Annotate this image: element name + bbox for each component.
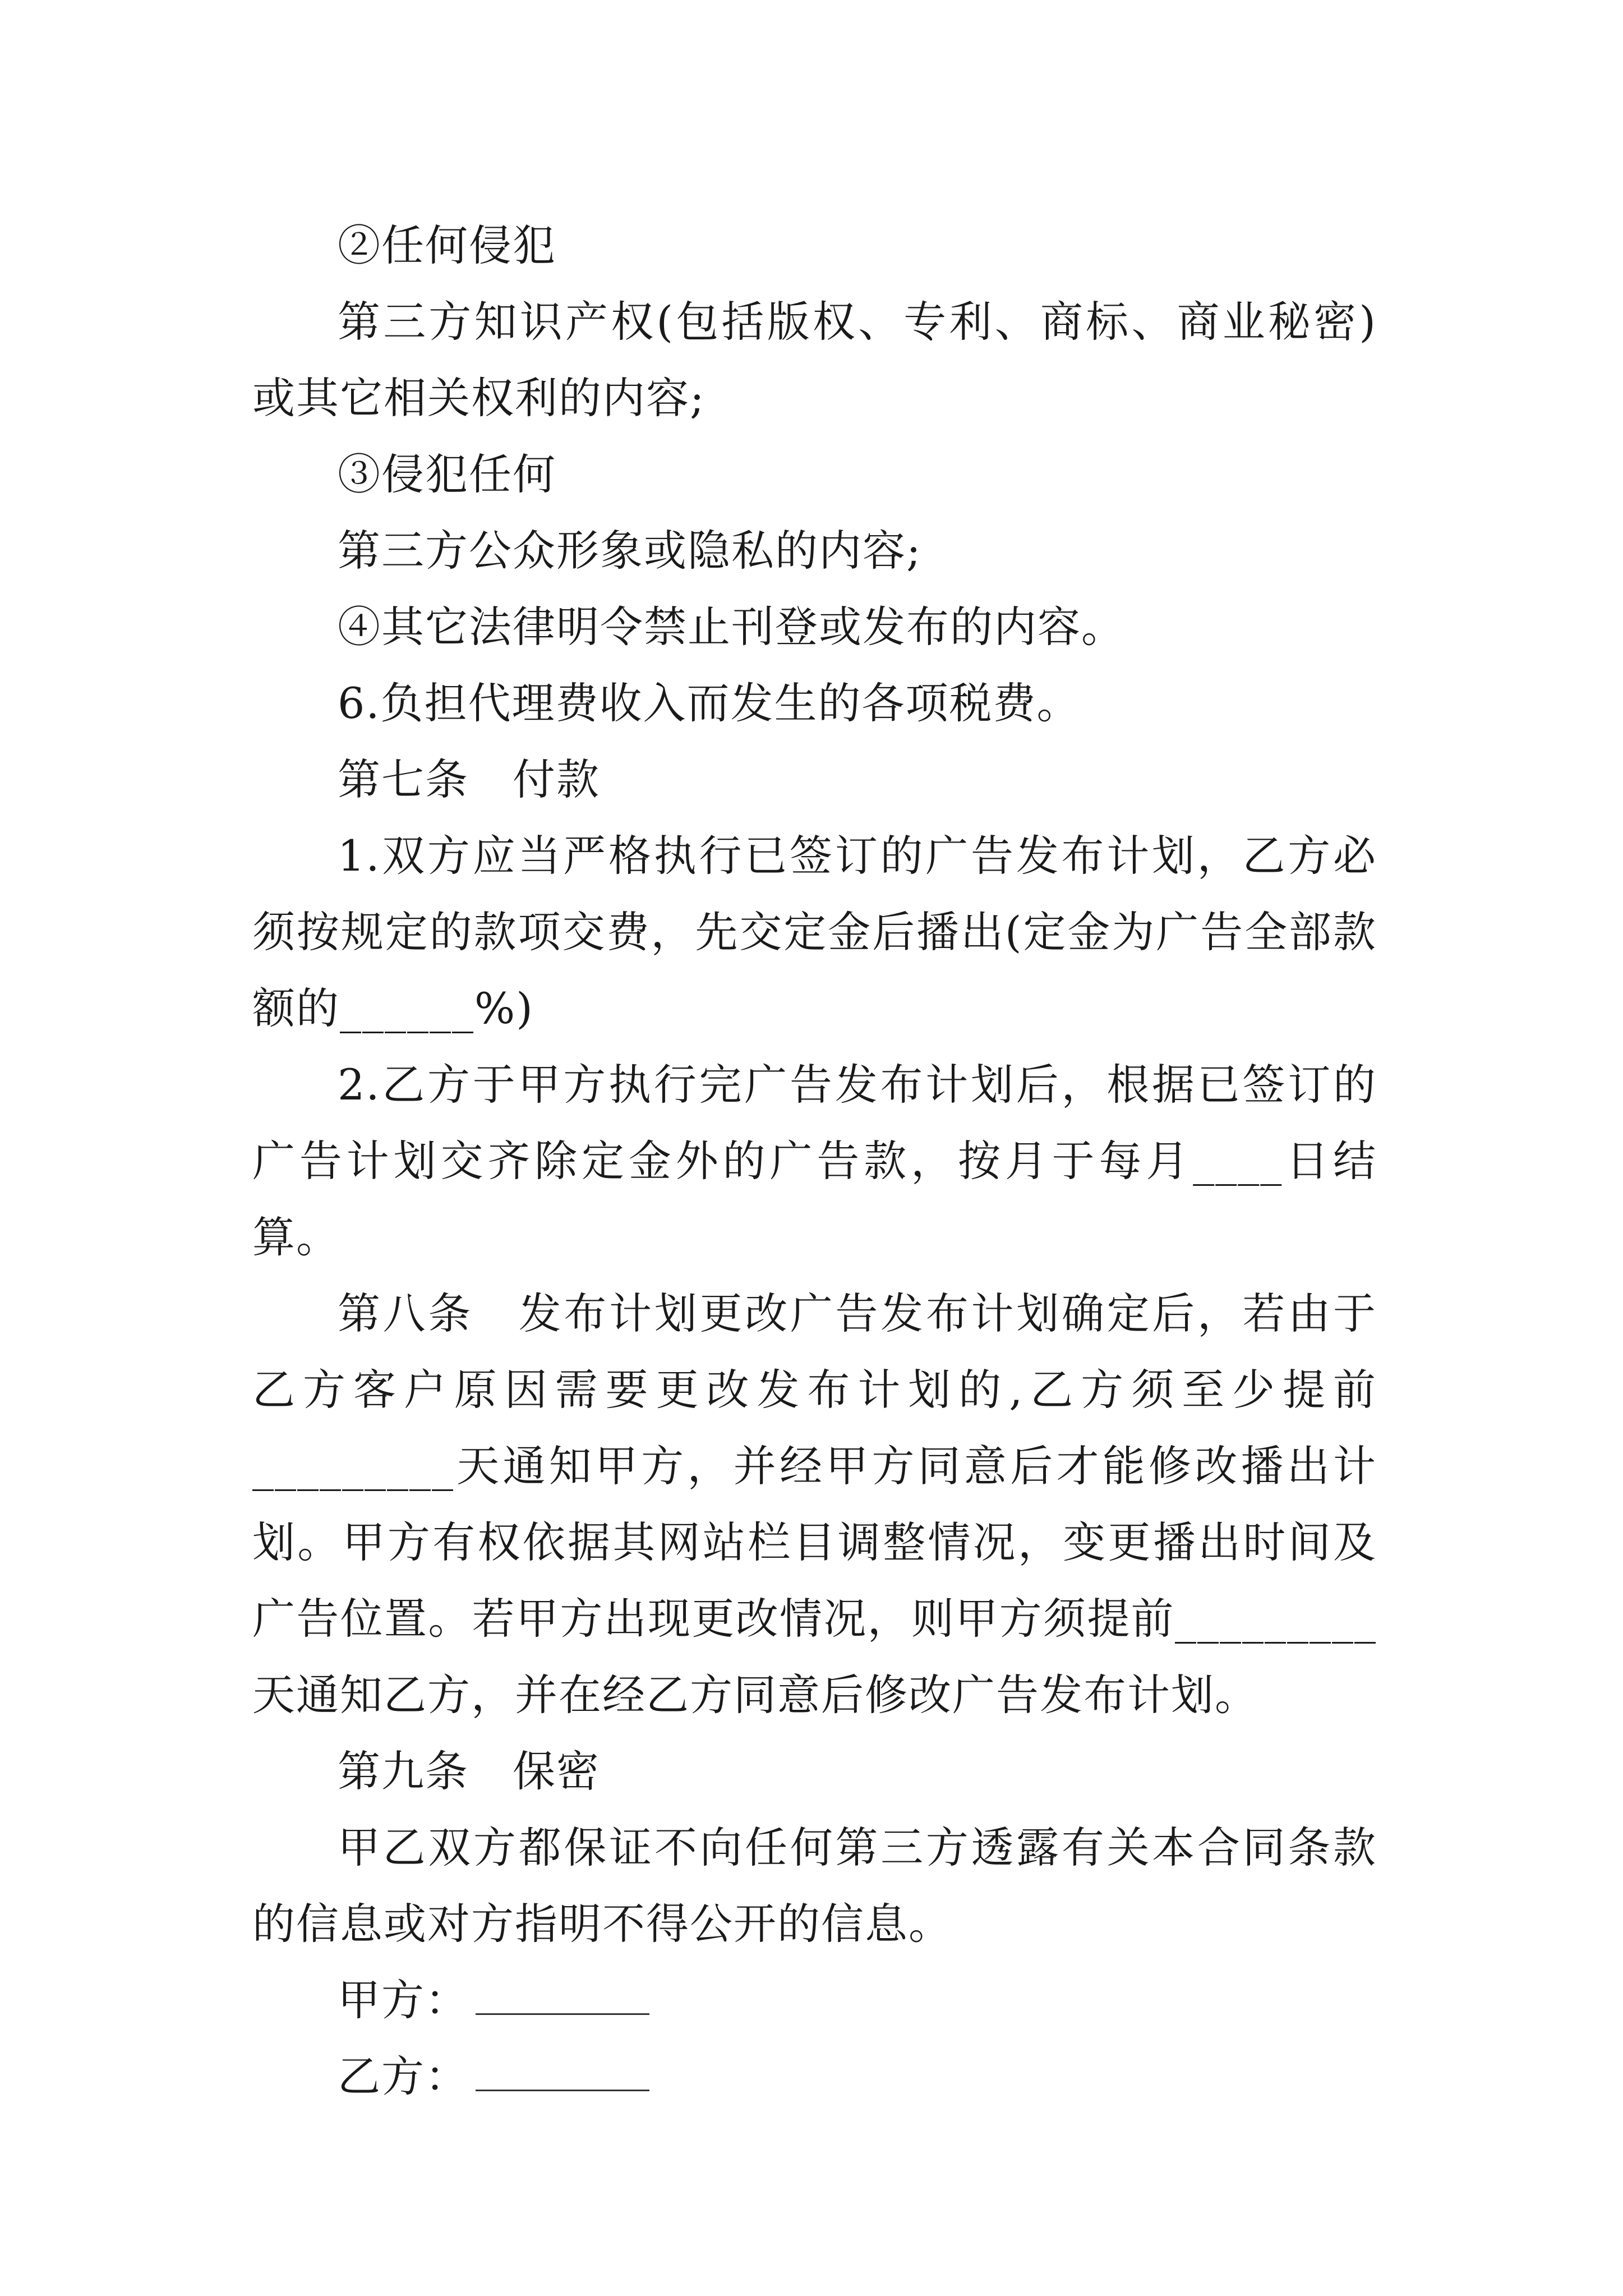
document-body bbox=[252, 208, 1377, 2115]
party-b-label: 乙方： bbox=[338, 2051, 469, 2101]
party-b-signature-line bbox=[476, 2051, 649, 2091]
payment-clause-2 bbox=[252, 1047, 1377, 1276]
article-9-heading: 第九条 保密 bbox=[338, 1746, 600, 1796]
clause-item-2: ②任何侵犯 bbox=[338, 220, 556, 270]
article-8-text-b: 天通知甲方，并经甲方同意后才能修改播出计划。甲方有权依据其网站栏目调整情况，变更播出时间及广告位置。若甲方出现更改情况，则甲方须提前 bbox=[252, 1441, 1377, 1644]
payment-clause-1-text: 1.双方应当严格执行已签订的广告发布计划，乙方必须按规定的款项交费，先交定金后播出(定金为广告全部款额的 bbox=[252, 831, 1377, 1033]
clause-item-2-detail: 第三方知识产权(包括版权、专利、商标、商业秘密)或其它相关权利的内容; bbox=[252, 297, 1377, 423]
settlement-day-blank: ____ bbox=[1193, 1136, 1283, 1186]
article-8-text-a: 第八条 发布计划更改广告发布计划确定后，若由于乙方客户原因需要更改发布计划的,乙方须至少提前 bbox=[252, 1289, 1377, 1415]
party-a-label: 甲方： bbox=[338, 1975, 469, 2025]
payment-clause-1 bbox=[252, 818, 1377, 1047]
article-9-body: 甲乙双方都保证不向任何第三方透露有关本合同条款的信息或对方指明不得公开的信息。 bbox=[252, 1823, 1377, 1949]
clause-item-3-detail: 第三方公众形象或隐私的内容; bbox=[338, 526, 922, 576]
deposit-percent-blank: ______ bbox=[340, 983, 474, 1033]
article-7-heading: 第七条 付款 bbox=[338, 754, 600, 804]
notice-days-blank-1: _________ bbox=[252, 1441, 454, 1491]
payment-clause-1-end: %) bbox=[474, 983, 534, 1033]
party-a-signature bbox=[252, 1962, 1377, 2039]
article-8-text-c: 天通知乙方，并在经乙方同意后修改广告发布计划。 bbox=[252, 1670, 1258, 1720]
clause-item-4: ④其它法律明令禁止刊登或发布的内容。 bbox=[338, 602, 1125, 652]
clause-item-6: 6.负担代理费收入而发生的各项税费。 bbox=[338, 678, 1081, 728]
clause-item-3: ③侵犯任何 bbox=[338, 449, 556, 499]
party-b-signature bbox=[252, 2039, 1377, 2115]
notice-days-blank-2: _________ bbox=[1175, 1594, 1377, 1644]
payment-clause-2-text: 2.乙方于甲方执行完广告发布计划后，根据已签订的广告计划交齐除定金外的广告款，按月于每月 bbox=[252, 1060, 1377, 1186]
payment-clause-2-end: 日结算。 bbox=[252, 1136, 1377, 1262]
article-8 bbox=[252, 1276, 1377, 1733]
party-a-signature-line bbox=[476, 1975, 649, 2015]
